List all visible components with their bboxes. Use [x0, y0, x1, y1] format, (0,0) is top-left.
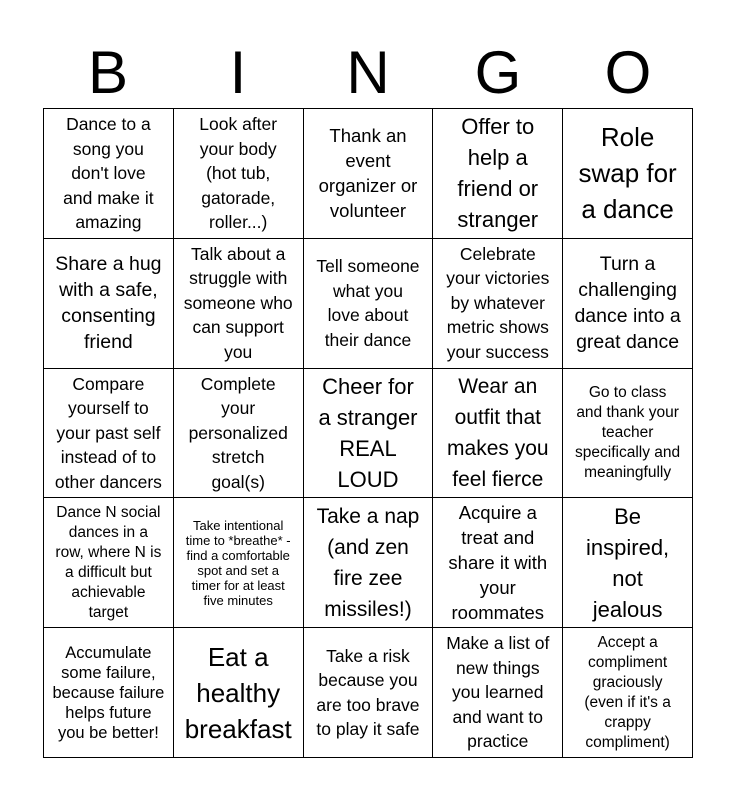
cell-text: Go to class and thank your teacher specifically and meaningfully — [575, 383, 681, 481]
cell-text: Accumulate some failure, because failure helps future you be better! — [52, 643, 165, 742]
bingo-cell[interactable] — [433, 628, 563, 758]
bingo-cell[interactable] — [304, 109, 434, 239]
bingo-cell[interactable] — [174, 109, 304, 239]
cell-text: Take a nap (and zen fire zee missiles!) — [316, 504, 420, 621]
cell-text: Make a list of new things you learned and want to practice — [446, 633, 550, 752]
cell-text: Offer to help a friend or stranger — [457, 114, 539, 233]
cell-text: Accept a compliment graciously (even if it's a crappy compliment) — [584, 633, 671, 751]
header-letter-i: I — [229, 39, 247, 106]
bingo-card — [43, 108, 693, 758]
bingo-cell[interactable] — [174, 628, 304, 758]
cell-text: Complete your personalized stretch goal(s) — [188, 373, 288, 492]
bingo-cell[interactable] — [563, 239, 693, 369]
cell-text: Take intentional time to *breathe* - find a comfortable spot and set a timer for at least five minutes — [185, 517, 291, 608]
cell-text: Acquire a treat and share it with your roommates — [448, 502, 548, 624]
bingo-cell[interactable] — [304, 239, 434, 369]
bingo-cell[interactable] — [304, 369, 434, 499]
cell-text: Cheer for a stranger REAL LOUD — [318, 373, 418, 492]
bingo-cell[interactable] — [174, 369, 304, 499]
header-letter-g: G — [474, 39, 522, 106]
cell-text: Be inspired, not jealous — [586, 503, 670, 622]
cell-text: Tell someone what you love about their dance — [316, 256, 420, 350]
bingo-cell[interactable] — [44, 628, 174, 758]
bingo-cell[interactable] — [304, 628, 434, 758]
cell-text: Share a hug with a safe, consenting friend — [55, 253, 162, 354]
header-letter-o: O — [604, 39, 652, 106]
header-letter-n: N — [346, 39, 390, 106]
cell-text: Talk about a struggle with someone who can support you — [183, 243, 293, 362]
cell-text: Wear an outfit that makes you feel fierce — [447, 374, 549, 491]
bingo-cell[interactable] — [563, 628, 693, 758]
cell-text: Turn a challenging dance into a great dance — [574, 253, 681, 354]
bingo-cell[interactable] — [44, 109, 174, 239]
bingo-header — [43, 38, 693, 108]
bingo-cell[interactable] — [563, 369, 693, 499]
bingo-cell[interactable] — [563, 109, 693, 239]
cell-text: Take a risk because you are too brave to play it safe — [316, 645, 420, 740]
cell-text: Eat a healthy breakfast — [184, 641, 292, 744]
bingo-cell[interactable] — [304, 498, 434, 628]
cell-text: Compare yourself to your past self instead of to other dancers — [54, 373, 162, 492]
cell-text: Dance N social dances in a row, where N is a difficult but achievable target — [55, 503, 162, 621]
cell-text: Role swap for a dance — [578, 122, 677, 225]
bingo-cell[interactable] — [44, 498, 174, 628]
bingo-cell[interactable] — [433, 109, 563, 239]
bingo-cell[interactable] — [174, 498, 304, 628]
cell-text: Dance to a song you don't love and make it amazing — [63, 114, 154, 233]
bingo-cell[interactable] — [44, 369, 174, 499]
cell-text: Thank an event organizer or volunteer — [318, 125, 418, 222]
cell-text: Celebrate your victories by whatever metric shows your success — [446, 243, 550, 362]
bingo-cell[interactable] — [563, 498, 693, 628]
bingo-cell[interactable] — [44, 239, 174, 369]
header-letter-b: B — [87, 39, 129, 106]
bingo-cell[interactable] — [433, 369, 563, 499]
bingo-cell[interactable] — [174, 239, 304, 369]
bingo-cell[interactable] — [433, 498, 563, 628]
cell-text: Look after your body (hot tub, gatorade, roller...) — [199, 114, 278, 233]
bingo-cell[interactable] — [433, 239, 563, 369]
